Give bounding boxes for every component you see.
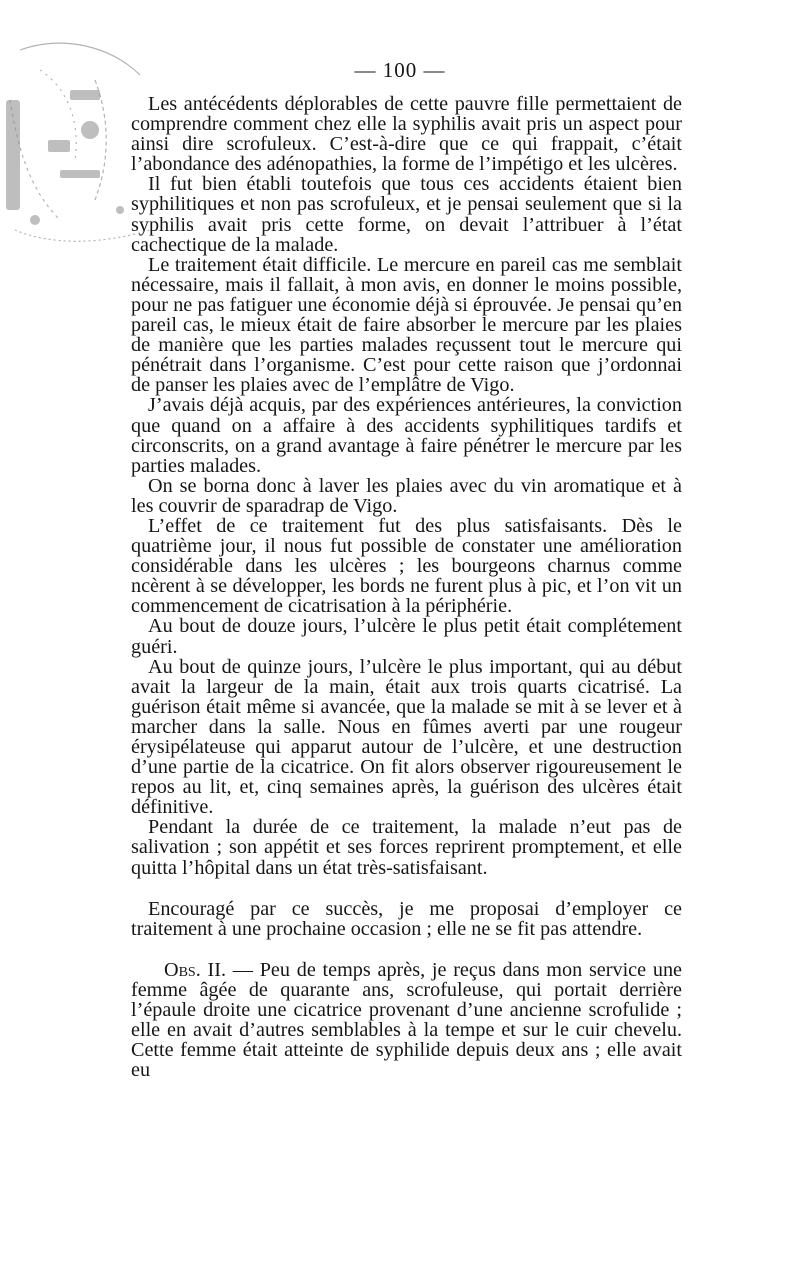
paragraph: Au bout de quinze jours, l’ulcère le plus important, qui au début avait la largeur de la main, était aux trois quarts cicatrisé. La guérison était même si avancée, que la malade se mit à se lever et à marcher dans la salle. Nous en fûmes averti par une rougeur érysipélateuse qui apparut autour de l’ulcère, et une destruction d’une partie de la cicatrice. On fit alors observer rigoureusement le repos au lit, et, cinq semaines après, la guérison des ulcères était définitive. [131,655,682,819]
page-number: — 100 — [354,58,446,82]
paragraph: Les antécédents déplorables de cette pauvre fille permettaient de comprendre comment chez elle la syphilis avait pris un aspect pour ainsi dire scrofuleux. C’est-à-dire que ce qui frappait, c’était l’abondance des adénopathies, la forme de l’impétigo et les ulcères. [131,93,682,176]
observation-label: Obs. II. [164,958,226,981]
paragraph: Il fut bien établi toutefois que tous ces accidents étaient bien syphilitiques et non pas scrofuleux, et je pensai seulement que si la syphilis avait pris cette forme, on devait l’attribuer à l’état cachectique de la malade. [131,173,682,256]
paragraph: Au bout de douze jours, l’ulcère le plus petit était complétement guéri. [131,615,682,658]
paragraph: Encouragé par ce succès, je me proposai d’employer ce traitement à une prochaine occasion ; elle ne se fit pas attendre. [131,897,682,940]
paragraph: Le traitement était difficile. Le mercure en pareil cas me semblait nécessaire, mais il fallait, à mon avis, en donner le moins possible, pour ne pas fatiguer une économie déjà si éprouvée. Je pensai qu’en pareil cas, le mieux était de faire absorber le mercure par les plaies de manière que les parties malades reçussent tout le mercure qui pénétrait dans l’organisme. C’est pour cette raison que j’ordonnai de panser les plaies avec de l’emplâtre de Vigo. [131,253,682,397]
paragraph: Pendant la durée de ce traitement, la malade n’eut pas de salivation ; son appétit et ses forces reprirent promptement, et elle quitta l’hôpital dans un état très-satisfaisant. [131,816,682,879]
observation-paragraph [131,960,682,1081]
paragraph: L’effet de ce traitement fut des plus satisfaisants. Dès le quatrième jour, il nous fut possible de constater une amélioration considérable dans les ulcères ; les bourgeons charnus comme ncèrent à se développer, les bords ne furent plus à pic, et l’on vit un commencement de cicatrisation à la périphérie. [131,514,682,618]
paragraph: J’avais déjà acquis, par des expériences antérieures, la conviction que quand on a affaire à des accidents syphilitiques tardifs et circonscrits, on a grand avantage à faire pénétrer le mercure par les parties malades. [131,394,682,477]
observation-text: — Peu de temps après, je reçus dans mon service une femme âgée de quarante ans, scrofuleuse, qui portait derrière l’épaule droite une cicatrice provenant d’une ancienne scrofulide ; elle en avait d’autres semblables à la tempe et sur le cuir chevelu. Cette femme était atteinte de syphilide depuis deux ans ; elle avait eu [131,958,682,1082]
paragraph: On se borna donc à laver les plaies avec du vin aromatique et à les couvrir de sparadrap de Vigo. [131,474,682,517]
body-text [131,94,682,1080]
